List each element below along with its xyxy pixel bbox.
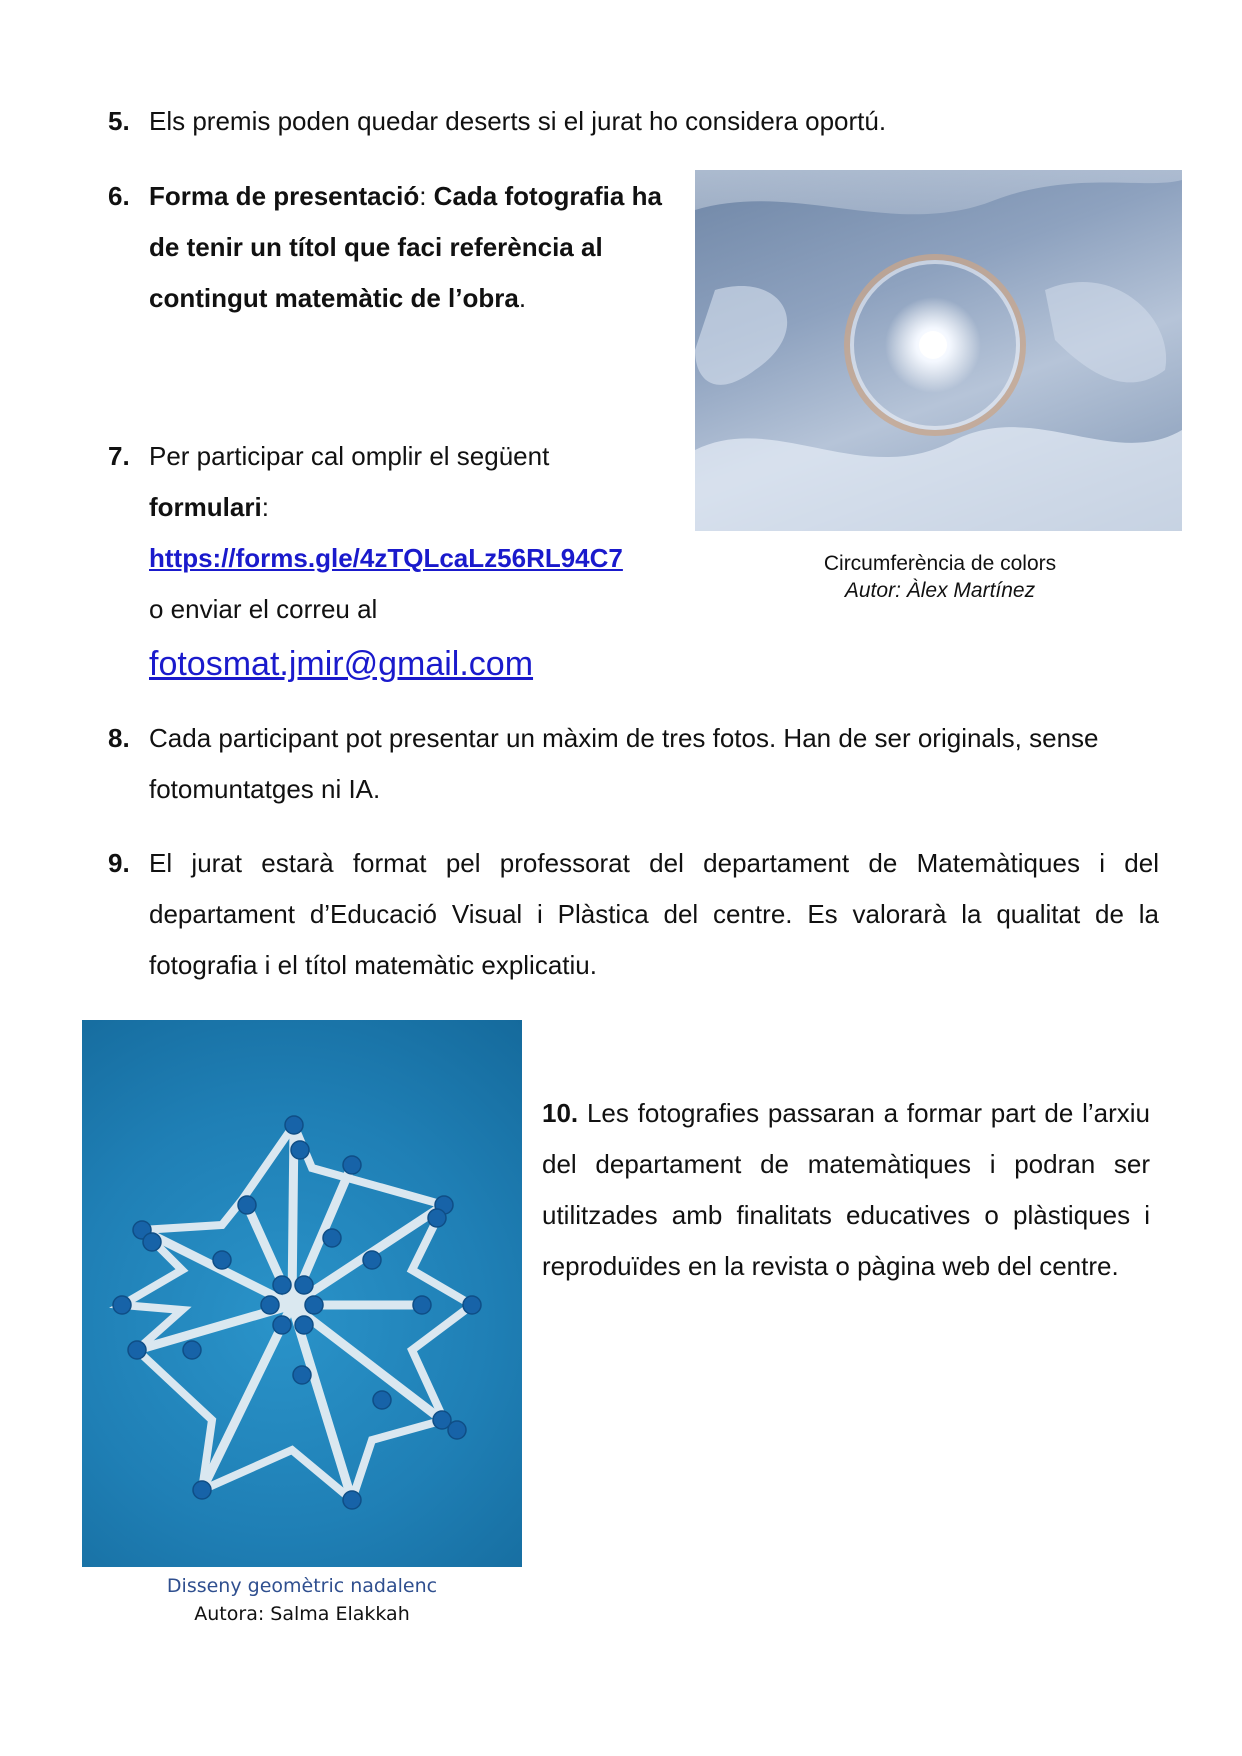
item-number: 6. <box>108 181 130 211</box>
photo1-author: Autor: Àlex Martínez <box>844 579 1036 602</box>
item-text <box>149 431 689 692</box>
item-text <box>542 1088 1150 1292</box>
period: . <box>518 283 527 313</box>
item-number: 9. <box>108 848 130 878</box>
item-text <box>149 171 679 324</box>
colon: : <box>261 492 269 522</box>
photo2-title: Disseny geomètric nadalenc <box>166 1575 438 1597</box>
form-link[interactable]: https://forms.gle/4zTQLcaLz56RL94C7 <box>149 543 623 573</box>
item-text: El jurat estarà format pel professorat del departament de Matemàtiques i del departament d’Educació Visual i Plàstica del centre. Es valorarà la qualitat de la fotografia i el títol matemàtic explicatiu. <box>149 848 1159 980</box>
item-number: 10. <box>542 1098 579 1128</box>
item-text: Els premis poden quedar deserts si el jurat ho considera oportú. <box>149 106 887 136</box>
photo1-title: Circumferència de colors <box>823 552 1057 575</box>
halo-illustration <box>695 170 1182 531</box>
star-illustration <box>82 1020 522 1567</box>
bold-word: formulari <box>149 492 262 522</box>
halo-photo <box>695 170 1182 531</box>
item-number: 8. <box>108 723 130 753</box>
photo2-caption <box>82 1572 522 1628</box>
form-label-line <box>149 482 689 533</box>
bold-text: Cada fotografia ha de tenir un títol que faci referència al contingut matemàtic de l’obra <box>149 181 662 313</box>
photo2-author: Autora: Salma Elakkah <box>194 1603 410 1625</box>
item-number: 5. <box>108 106 130 136</box>
photo1-caption <box>770 550 1110 604</box>
email-link[interactable]: fotosmat.jmir@gmail.com <box>149 645 534 683</box>
or-text: o enviar el correu al <box>149 594 378 624</box>
item-number: 7. <box>108 441 130 471</box>
colon: : <box>419 181 427 211</box>
bold-label: Forma de presentació <box>149 181 420 211</box>
item-text: Cada participant pot presentar un màxim de tres fotos. Han de ser originals, sense fotomuntatges ni IA. <box>149 723 1099 804</box>
star-photo <box>82 1020 522 1567</box>
intro-text: Per participar cal omplir el següent <box>149 441 550 471</box>
item-body: Les fotografies passaran a formar part de l’arxiu del departament de matemàtiques i podran ser utilitzades amb finalitats educatives o plàstiques i reproduïdes en la revista o pàgina web del centre. <box>542 1098 1150 1281</box>
